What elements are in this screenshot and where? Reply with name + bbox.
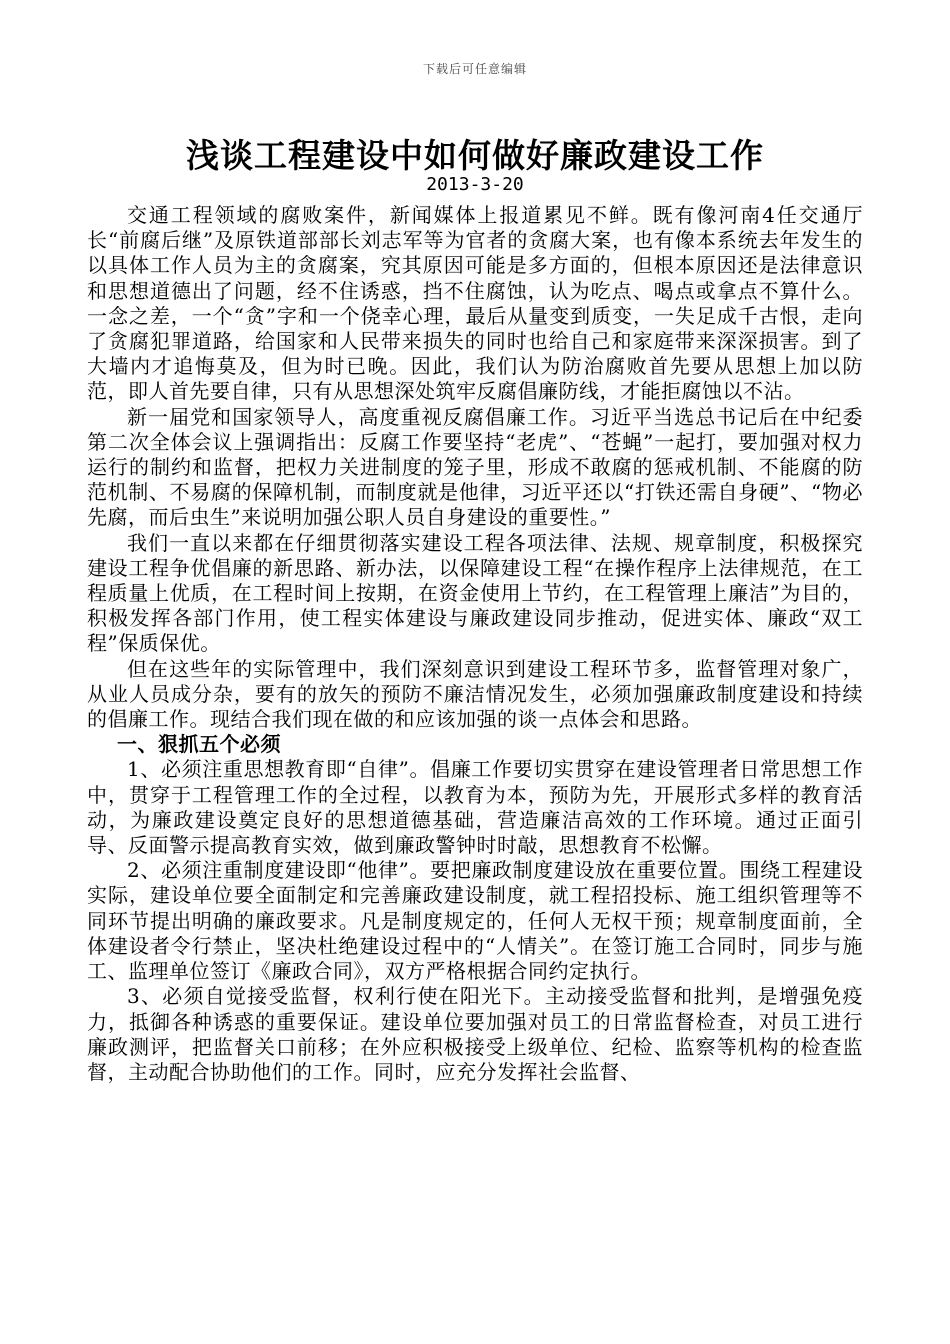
paragraph: 1、必须注重思想教育即“自律”。倡廉工作要切实贯穿在建设管理者日常思想工作中，贯穿于工程管理工作的全过程，以教育为本，预防为先，开展形式多样的教育活动，为廉政建设奠定良好的思想道德基础，营造廉洁高效的工作环境。通过正面引导、反面警示提高教育实效，做到廉政警钟时时敲，思想教育不松懈。	[87, 757, 863, 858]
paragraph: 我们一直以来都在仔细贯彻落实建设工程各项法律、法规、规章制度，积极探究建设工程争优倡廉的新思路、新办法，以保障建设工程“在操作程序上法律规范，在工程质量上优质，在工程时间上按期，在资金使用上节约，在工程管理上廉洁”为目的，积极发挥各部门作用，使工程实体建设与廉政建设同步推动，促进实体、廉政“双工程”保质保优。	[87, 530, 863, 656]
paragraph: 3、必须自觉接受监督，权利行使在阳光下。主动接受监督和批判，是增强免疫力，抵御各种诱惑的重要保证。建设单位要加强对员工的日常监督检查，对员工进行廉政测评，把监督关口前移；在外应积极接受上级单位、纪检、监察等机构的检查监督，主动配合协助他们的工作。同时，应充分发挥社会监督、	[87, 984, 863, 1084]
section-heading: 一、狠抓五个必须	[117, 732, 281, 757]
header-note: 下载后可任意编辑	[422, 62, 527, 76]
paragraph: 但在这些年的实际管理中，我们深刻意识到建设工程环节多，监督管理对象广，从业人员成分杂，要有的放矢的预防不廉洁情况发生，必须加强廉政制度建设和持续的倡廉工作。现结合我们现在做的和应该加强的谈一点体会和思路。	[87, 656, 863, 732]
paragraph: 2、必须注重制度建设即“他律”。要把廉政制度建设放在重要位置。围绕工程建设实际，建设单位要全面制定和完善廉政建设制度，就工程招投标、施工组织管理等不同环节提出明确的廉政要求。凡是制度规定的，任何人无权干预；规章制度面前，全体建设者令行禁止，坚决杜绝建设过程中的“人情关”。在签订施工合同时，同步与施工、监理单位签订《廉政合同》，双方严格根据合同约定执行。	[87, 858, 863, 984]
document-body	[87, 203, 863, 1085]
document-title: 浅谈工程建设中如何做好廉政建设工作	[186, 136, 764, 175]
document-date: 2013-3-20	[426, 174, 524, 195]
paragraph: 新一届党和国家领导人，高度重视反腐倡廉工作。习近平当选总书记后在中纪委第二次全体会议上强调指出：反腐工作要坚持“老虎”、“苍蝇”一起打，要加强对权力运行的制约和监督，把权力关进制度的笼子里，形成不敢腐的惩戒机制、不能腐的防范机制、不易腐的保障机制，而制度就是他律，习近平还以“打铁还需自身硬”、“物必先腐，而后虫生”来说明加强公职人员自身建设的重要性。”	[87, 404, 863, 530]
paragraph: 交通工程领域的腐败案件，新闻媒体上报道累见不鲜。既有像河南4任交通厅长“前腐后继”及原铁道部部长刘志军等为官者的贪腐大案，也有像本系统去年发生的以具体工作人员为主的贪腐案，究其原因可能是多方面的，但根本原因还是法律意识和思想道德出了问题，经不住诱惑，挡不住腐蚀，认为吃点、喝点或拿点不算什么。一念之差，一个“贪”字和一个侥幸心理，最后从量变到质变，一失足成千古恨，走向了贪腐犯罪道路，给国家和人民带来损失的同时也给自己和家庭带来深深损害。到了大墙内才追悔莫及，但为时已晚。因此，我们认为防治腐败首先要从思想上加以防范，即人首先要自律，只有从思想深处筑牢反腐倡廉防线，才能拒腐蚀以不沾。	[87, 203, 863, 404]
